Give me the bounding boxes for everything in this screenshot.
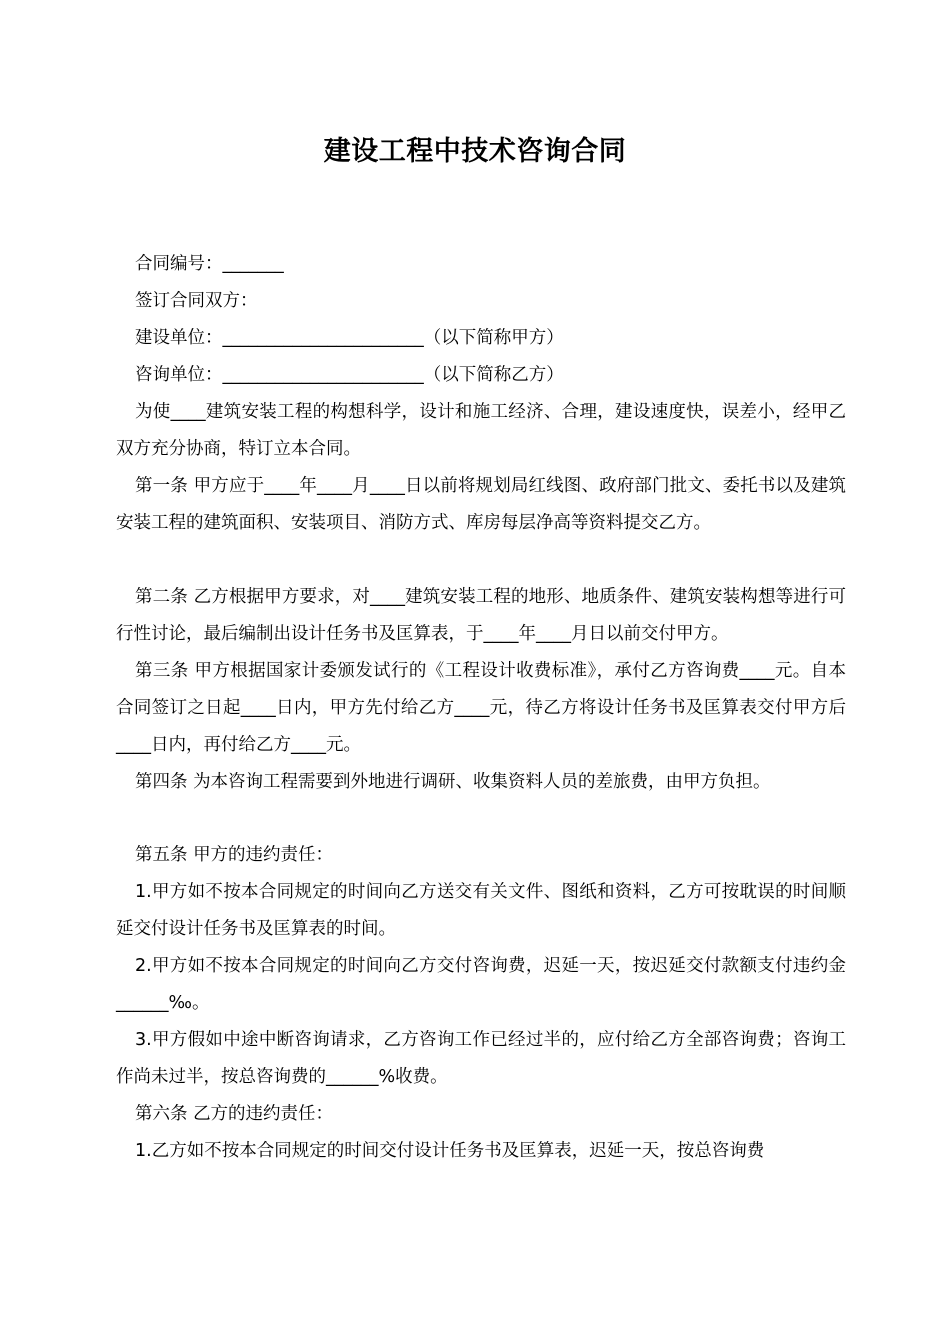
preamble-paragraph: 为使____建筑安装工程的构想科学，设计和施工经济、合理，建设速度快，误差小，经甲乙双方充分协商，特订立本合同。 — [116, 402, 846, 459]
article-2-paragraph: 第二条 乙方根据甲方要求，对____建筑安装工程的地形、地质条件、建筑安装构想等进行可行性讨论，最后编制出设计任务书及匡算表，于____年____月日以前交付甲方。 — [116, 587, 846, 644]
article-5-item-2: 2.甲方如不按本合同规定的时间向乙方交付咨询费，迟延一天，按迟延交付款额支付违约金______‰。 — [116, 956, 846, 1013]
contract-number-line: 合同编号：_______ — [135, 254, 284, 274]
article-5-item-3: 3.甲方假如中途中断咨询请求，乙方咨询工作已经过半的，应付给乙方全部咨询费；咨询工作尚未过半，按总咨询费的______%收费。 — [116, 1030, 846, 1087]
article-5-item-1: 1.甲方如不按本合同规定的时间向乙方送交有关文件、图纸和资料，乙方可按耽误的时间顺延交付设计任务书及匡算表的时间。 — [116, 882, 846, 939]
construction-unit-line: 建设单位：_______________________（以下简称甲方） — [135, 328, 564, 348]
article-5-heading: 第五条 甲方的违约责任： — [135, 845, 334, 865]
article-1-paragraph: 第一条 甲方应于____年____月____日以前将规划局红线图、政府部门批文、委托书以及建筑安装工程的建筑面积、安装项目、消防方式、库房每层净高等资料提交乙方。 — [116, 476, 846, 533]
article-6-item-1: 1.乙方如不按本合同规定的时间交付设计任务书及匡算表，迟延一天，按总咨询费 — [135, 1141, 765, 1161]
contract-parties-heading: 签订合同双方： — [135, 291, 258, 311]
document-body — [116, 246, 846, 1170]
article-6-heading: 第六条 乙方的违约责任： — [135, 1104, 334, 1124]
article-4-paragraph: 第四条 为本咨询工程需要到外地进行调研、收集资料人员的差旅费，由甲方负担。 — [135, 772, 771, 792]
document-title: 建设工程中技术咨询合同 — [323, 136, 627, 167]
article-3-paragraph: 第三条 甲方根据国家计委颁发试行的《工程设计收费标准》，承付乙方咨询费____元。自本合同签订之日起____日内，甲方先付给乙方____元，待乙方将设计任务书及匡算表交付甲方后____日内，再付给乙方____元。 — [116, 661, 846, 755]
consulting-unit-line: 咨询单位：_______________________（以下简称乙方） — [135, 365, 564, 385]
